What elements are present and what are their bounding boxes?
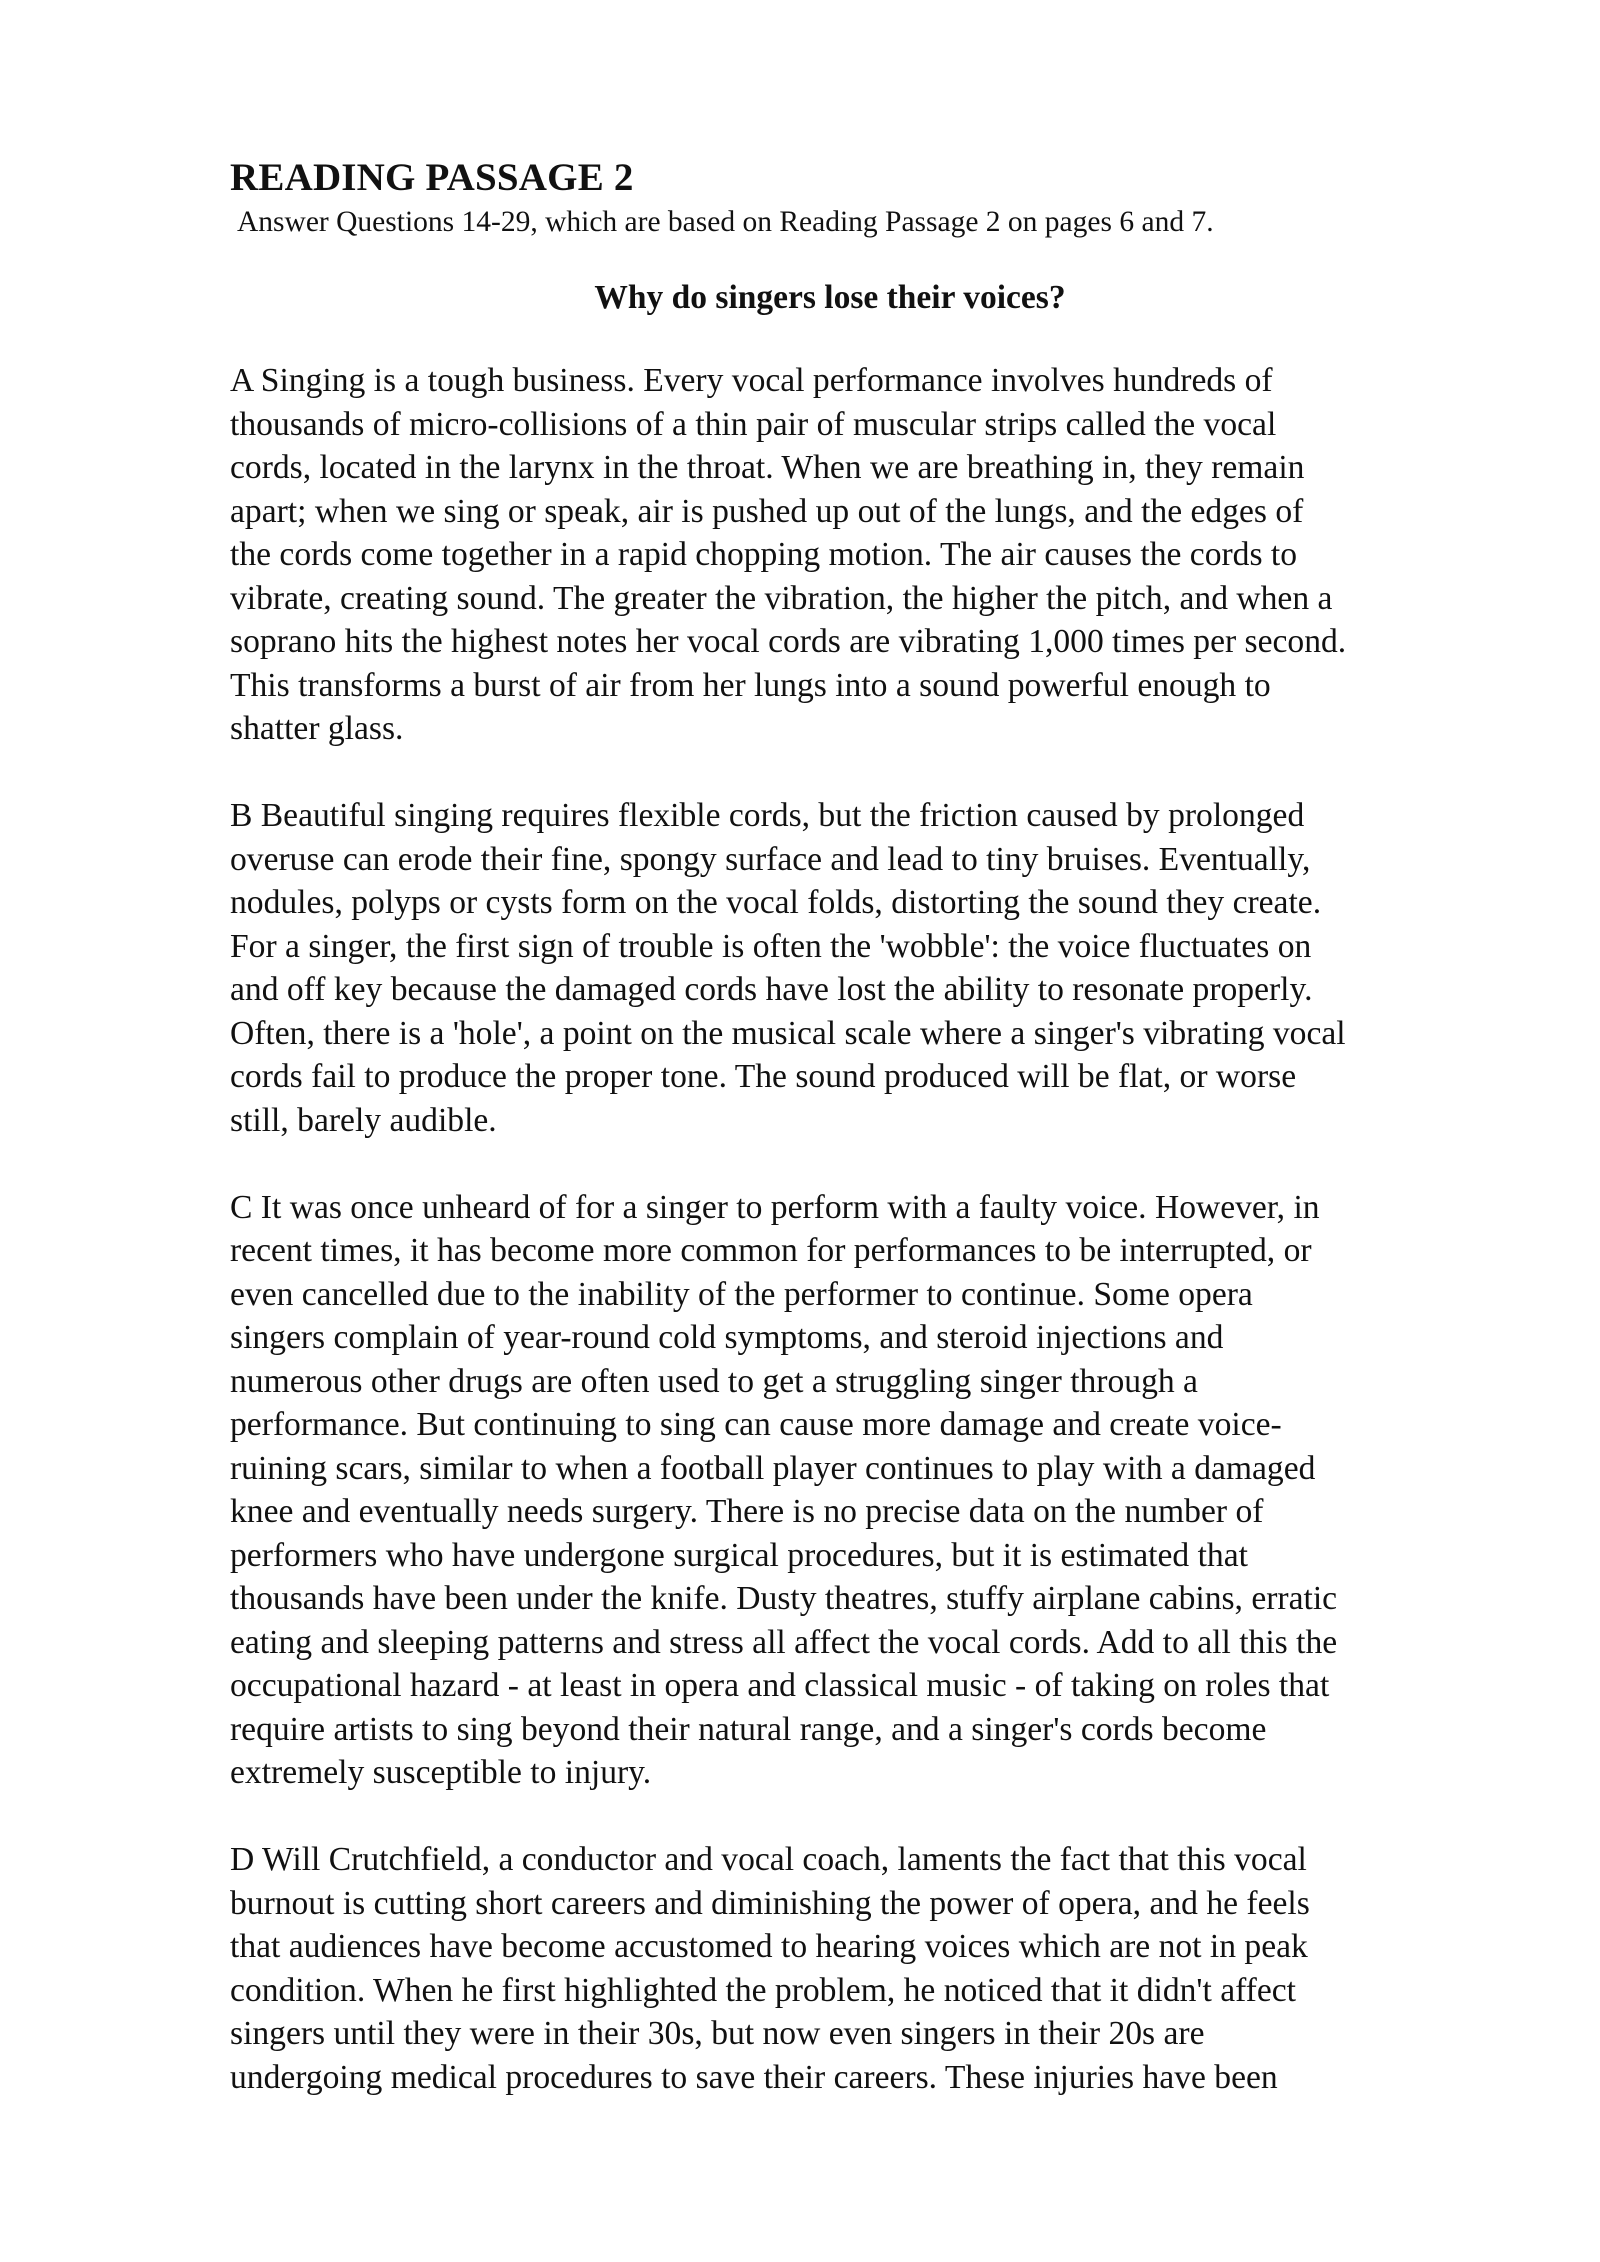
paragraph-line: apart; when we sing or speak, air is pushed up out of the lungs, and the edges of (230, 492, 1304, 530)
paragraph-d (230, 1838, 1530, 2099)
paragraph-line: A Singing is a tough business. Every vocal performance involves hundreds of (230, 362, 1273, 399)
paragraph-line: performers who have undergone surgical procedures, but it is estimated that (230, 1536, 1248, 1574)
paragraph-b (230, 794, 1530, 1142)
paragraph-line: extremely susceptible to injury. (230, 1754, 652, 1791)
paragraph-line: singers until they were in their 30s, but now even singers in their 20s are (230, 2015, 1205, 2052)
paragraph-line: that audiences have become accustomed to hearing voices which are not in peak (230, 1928, 1308, 1965)
paragraph-line: eating and sleeping patterns and stress all affect the vocal cords. Add to all this the (230, 1623, 1338, 1661)
paragraph-line: shatter glass. (230, 710, 404, 747)
paragraph-line: numerous other drugs are often used to get a struggling singer through a (230, 1362, 1198, 1400)
paragraph-line: cords fail to produce the proper tone. The sound produced will be flat, or worse (230, 1058, 1297, 1095)
paragraph-c (230, 1186, 1530, 1795)
passage-body (230, 359, 1530, 2143)
paragraph-line: recent times, it has become more common for performances to be interrupted, or (230, 1232, 1312, 1269)
paragraph-line: nodules, polyps or cysts form on the vocal folds, distorting the sound they create. (230, 884, 1322, 921)
paragraph-line: still, barely audible. (230, 1101, 497, 1139)
paragraph-line: For a singer, the first sign of trouble is often the 'wobble': the voice fluctuates on (230, 927, 1312, 965)
paragraph-line: occupational hazard - at least in opera and classical music - of taking on roles that (230, 1667, 1330, 1704)
paragraph-line: even cancelled due to the inability of the performer to continue. Some opera (230, 1275, 1253, 1313)
instruction-text: Answer Questions 14-29, which are based on Reading Passage 2 on pages 6 and 7. (237, 206, 1214, 238)
paragraph-line: the cords come together in a rapid chopping motion. The air causes the cords to (230, 536, 1298, 573)
paragraph-line: and off key because the damaged cords have lost the ability to resonate properly. (230, 971, 1313, 1008)
paragraph-line: singers complain of year-round cold symptoms, and steroid injections and (230, 1319, 1224, 1356)
paragraph-line: knee and eventually needs surgery. There is no precise data on the number of (230, 1493, 1264, 1530)
passage-title: Why do singers lose their voices? (594, 279, 1066, 316)
paragraph-line: thousands of micro-collisions of a thin pair of muscular strips called the vocal (230, 405, 1277, 443)
paragraph-line: condition. When he first highlighted the problem, he noticed that it didn't affect (230, 1971, 1296, 2009)
paragraph-line: soprano hits the highest notes her vocal cords are vibrating 1,000 times per second. (230, 623, 1347, 660)
paragraph-line: cords, located in the larynx in the throat. When we are breathing in, they remain (230, 449, 1305, 486)
paragraph-line: undergoing medical procedures to save their careers. These injuries have been (230, 2058, 1278, 2096)
paragraph-line: C It was once unheard of for a singer to perform with a faulty voice. However, in (230, 1188, 1320, 1226)
paragraph-line: Often, there is a 'hole', a point on the musical scale where a singer's vibrating vocal (230, 1014, 1346, 1052)
paragraph-line: require artists to sing beyond their natural range, and a singer's cords become (230, 1710, 1267, 1748)
paragraph-line: vibrate, creating sound. The greater the vibration, the higher the pitch, and when a (230, 579, 1333, 617)
paragraph-line: D Will Crutchfield, a conductor and vocal coach, laments the fact that this vocal (230, 1841, 1307, 1878)
section-heading: READING PASSAGE 2 (230, 156, 634, 199)
paragraph-line: B Beautiful singing requires flexible cords, but the friction caused by prolonged (230, 797, 1305, 834)
paragraph-line: overuse can erode their fine, spongy surface and lead to tiny bruises. Eventually, (230, 840, 1311, 878)
paragraph-line: performance. But continuing to sing can cause more damage and create voice- (230, 1406, 1282, 1443)
paragraph-line: ruining scars, similar to when a football player continues to play with a damaged (230, 1449, 1316, 1487)
paragraph-line: burnout is cutting short careers and diminishing the power of opera, and he feels (230, 1884, 1310, 1922)
paragraph-line: thousands have been under the knife. Dusty theatres, stuffy airplane cabins, erratic (230, 1580, 1338, 1617)
paragraph-a (230, 359, 1530, 751)
paragraph-line: This transforms a burst of air from her lungs into a sound powerful enough to (230, 666, 1271, 704)
